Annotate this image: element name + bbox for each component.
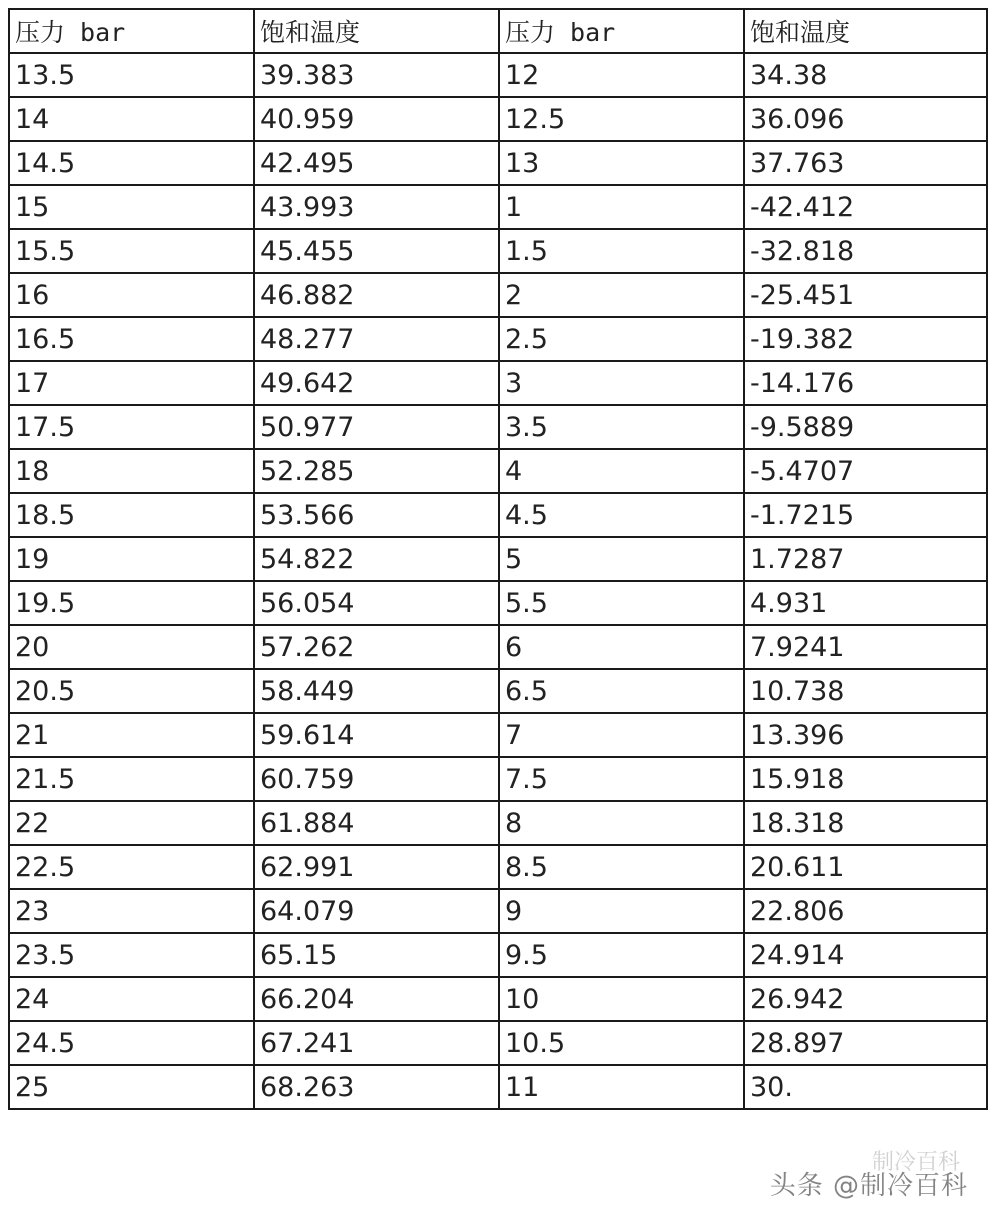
table-row [9,581,987,625]
cell-saturation-temp-right: 26.942 [744,977,987,1021]
cell-saturation-temp-left: 54.822 [254,537,499,581]
table-row [9,449,987,493]
cell-pressure-right: 4.5 [499,493,744,537]
cell-pressure-right: 3 [499,361,744,405]
cell-saturation-temp-left: 46.882 [254,273,499,317]
cell-pressure-right: 7 [499,713,744,757]
cell-saturation-temp-right: 37.763 [744,141,987,185]
cell-saturation-temp-right: 10.738 [744,669,987,713]
cell-pressure-left: 18 [9,449,254,493]
cell-saturation-temp-left: 56.054 [254,581,499,625]
cell-saturation-temp-right: 7.9241 [744,625,987,669]
table-row [9,405,987,449]
cell-saturation-temp-left: 59.614 [254,713,499,757]
cell-saturation-temp-left: 67.241 [254,1021,499,1065]
table-row [9,493,987,537]
table-row [9,229,987,273]
cell-saturation-temp-right: 1.7287 [744,537,987,581]
cell-saturation-temp-left: 39.383 [254,53,499,97]
cell-pressure-left: 16.5 [9,317,254,361]
header-saturation-temp-right: 饱和温度 [744,9,987,53]
table-row [9,801,987,845]
table-row [9,933,987,977]
cell-pressure-right: 2.5 [499,317,744,361]
cell-pressure-right: 12 [499,53,744,97]
cell-saturation-temp-right: -1.7215 [744,493,987,537]
watermark-secondary: 制冷百科 [871,1150,960,1175]
cell-saturation-temp-right: 20.611 [744,845,987,889]
cell-pressure-left: 14.5 [9,141,254,185]
cell-saturation-temp-left: 61.884 [254,801,499,845]
cell-saturation-temp-left: 50.977 [254,405,499,449]
header-pressure-right: 压力 bar [499,9,744,53]
cell-pressure-left: 21.5 [9,757,254,801]
table-row [9,889,987,933]
cell-saturation-temp-left: 57.262 [254,625,499,669]
cell-pressure-left: 24 [9,977,254,1021]
header-saturation-temp-left: 饱和温度 [254,9,499,53]
cell-pressure-right: 8 [499,801,744,845]
cell-pressure-right: 4 [499,449,744,493]
cell-saturation-temp-left: 66.204 [254,977,499,1021]
cell-pressure-right: 1 [499,185,744,229]
cell-pressure-right: 6.5 [499,669,744,713]
cell-saturation-temp-left: 58.449 [254,669,499,713]
cell-saturation-temp-left: 65.15 [254,933,499,977]
cell-saturation-temp-left: 52.285 [254,449,499,493]
cell-pressure-left: 14 [9,97,254,141]
cell-saturation-temp-left: 62.991 [254,845,499,889]
cell-saturation-temp-right: 4.931 [744,581,987,625]
cell-pressure-right: 10 [499,977,744,1021]
cell-saturation-temp-left: 64.079 [254,889,499,933]
cell-pressure-left: 22 [9,801,254,845]
cell-saturation-temp-right: 30. [744,1065,987,1109]
cell-pressure-right: 10.5 [499,1021,744,1065]
table-row [9,1065,987,1109]
cell-saturation-temp-right: 13.396 [744,713,987,757]
table-row [9,713,987,757]
table-row [9,1021,987,1065]
cell-pressure-left: 15.5 [9,229,254,273]
cell-pressure-left: 20.5 [9,669,254,713]
cell-pressure-right: 5 [499,537,744,581]
table-row [9,53,987,97]
cell-pressure-right: 9.5 [499,933,744,977]
cell-saturation-temp-left: 49.642 [254,361,499,405]
cell-pressure-left: 17 [9,361,254,405]
cell-pressure-left: 22.5 [9,845,254,889]
cell-pressure-right: 11 [499,1065,744,1109]
cell-saturation-temp-right: 18.318 [744,801,987,845]
cell-saturation-temp-right: 22.806 [744,889,987,933]
cell-pressure-left: 19.5 [9,581,254,625]
table-row [9,141,987,185]
cell-saturation-temp-right: 15.918 [744,757,987,801]
header-pressure-left: 压力 bar [9,9,254,53]
cell-saturation-temp-right: -42.412 [744,185,987,229]
cell-pressure-left: 21 [9,713,254,757]
cell-saturation-temp-left: 42.495 [254,141,499,185]
cell-pressure-right: 1.5 [499,229,744,273]
table-row [9,185,987,229]
watermark-primary: 头条 @制冷百科 [769,1171,968,1201]
cell-saturation-temp-right: 36.096 [744,97,987,141]
table-row [9,361,987,405]
cell-pressure-left: 24.5 [9,1021,254,1065]
cell-saturation-temp-right: -14.176 [744,361,987,405]
cell-pressure-left: 25 [9,1065,254,1109]
table-row [9,97,987,141]
cell-pressure-left: 15 [9,185,254,229]
cell-saturation-temp-left: 48.277 [254,317,499,361]
cell-saturation-temp-right: 24.914 [744,933,987,977]
table-header-row [9,9,987,53]
saturation-temperature-table [8,8,988,1110]
cell-saturation-temp-left: 60.759 [254,757,499,801]
cell-pressure-left: 23 [9,889,254,933]
cell-pressure-right: 8.5 [499,845,744,889]
cell-saturation-temp-left: 45.455 [254,229,499,273]
table-row [9,845,987,889]
cell-saturation-temp-right: 34.38 [744,53,987,97]
table-row [9,537,987,581]
table-row [9,625,987,669]
cell-saturation-temp-left: 53.566 [254,493,499,537]
cell-saturation-temp-right: -32.818 [744,229,987,273]
cell-pressure-left: 23.5 [9,933,254,977]
cell-saturation-temp-left: 43.993 [254,185,499,229]
cell-pressure-left: 17.5 [9,405,254,449]
cell-pressure-left: 20 [9,625,254,669]
cell-pressure-left: 18.5 [9,493,254,537]
cell-saturation-temp-right: -9.5889 [744,405,987,449]
table-row [9,669,987,713]
table-row [9,317,987,361]
cell-saturation-temp-left: 68.263 [254,1065,499,1109]
cell-saturation-temp-right: -19.382 [744,317,987,361]
cell-pressure-right: 12.5 [499,97,744,141]
table-body [9,53,987,1109]
cell-saturation-temp-left: 40.959 [254,97,499,141]
cell-pressure-right: 7.5 [499,757,744,801]
cell-pressure-right: 6 [499,625,744,669]
saturation-table-container [8,8,986,1110]
table-row [9,977,987,1021]
cell-saturation-temp-right: -5.4707 [744,449,987,493]
table-row [9,757,987,801]
cell-saturation-temp-right: 28.897 [744,1021,987,1065]
cell-pressure-left: 19 [9,537,254,581]
cell-pressure-right: 9 [499,889,744,933]
cell-pressure-left: 13.5 [9,53,254,97]
table-row [9,273,987,317]
cell-pressure-right: 5.5 [499,581,744,625]
cell-pressure-right: 13 [499,141,744,185]
cell-pressure-left: 16 [9,273,254,317]
cell-saturation-temp-right: -25.451 [744,273,987,317]
cell-pressure-right: 3.5 [499,405,744,449]
cell-pressure-right: 2 [499,273,744,317]
